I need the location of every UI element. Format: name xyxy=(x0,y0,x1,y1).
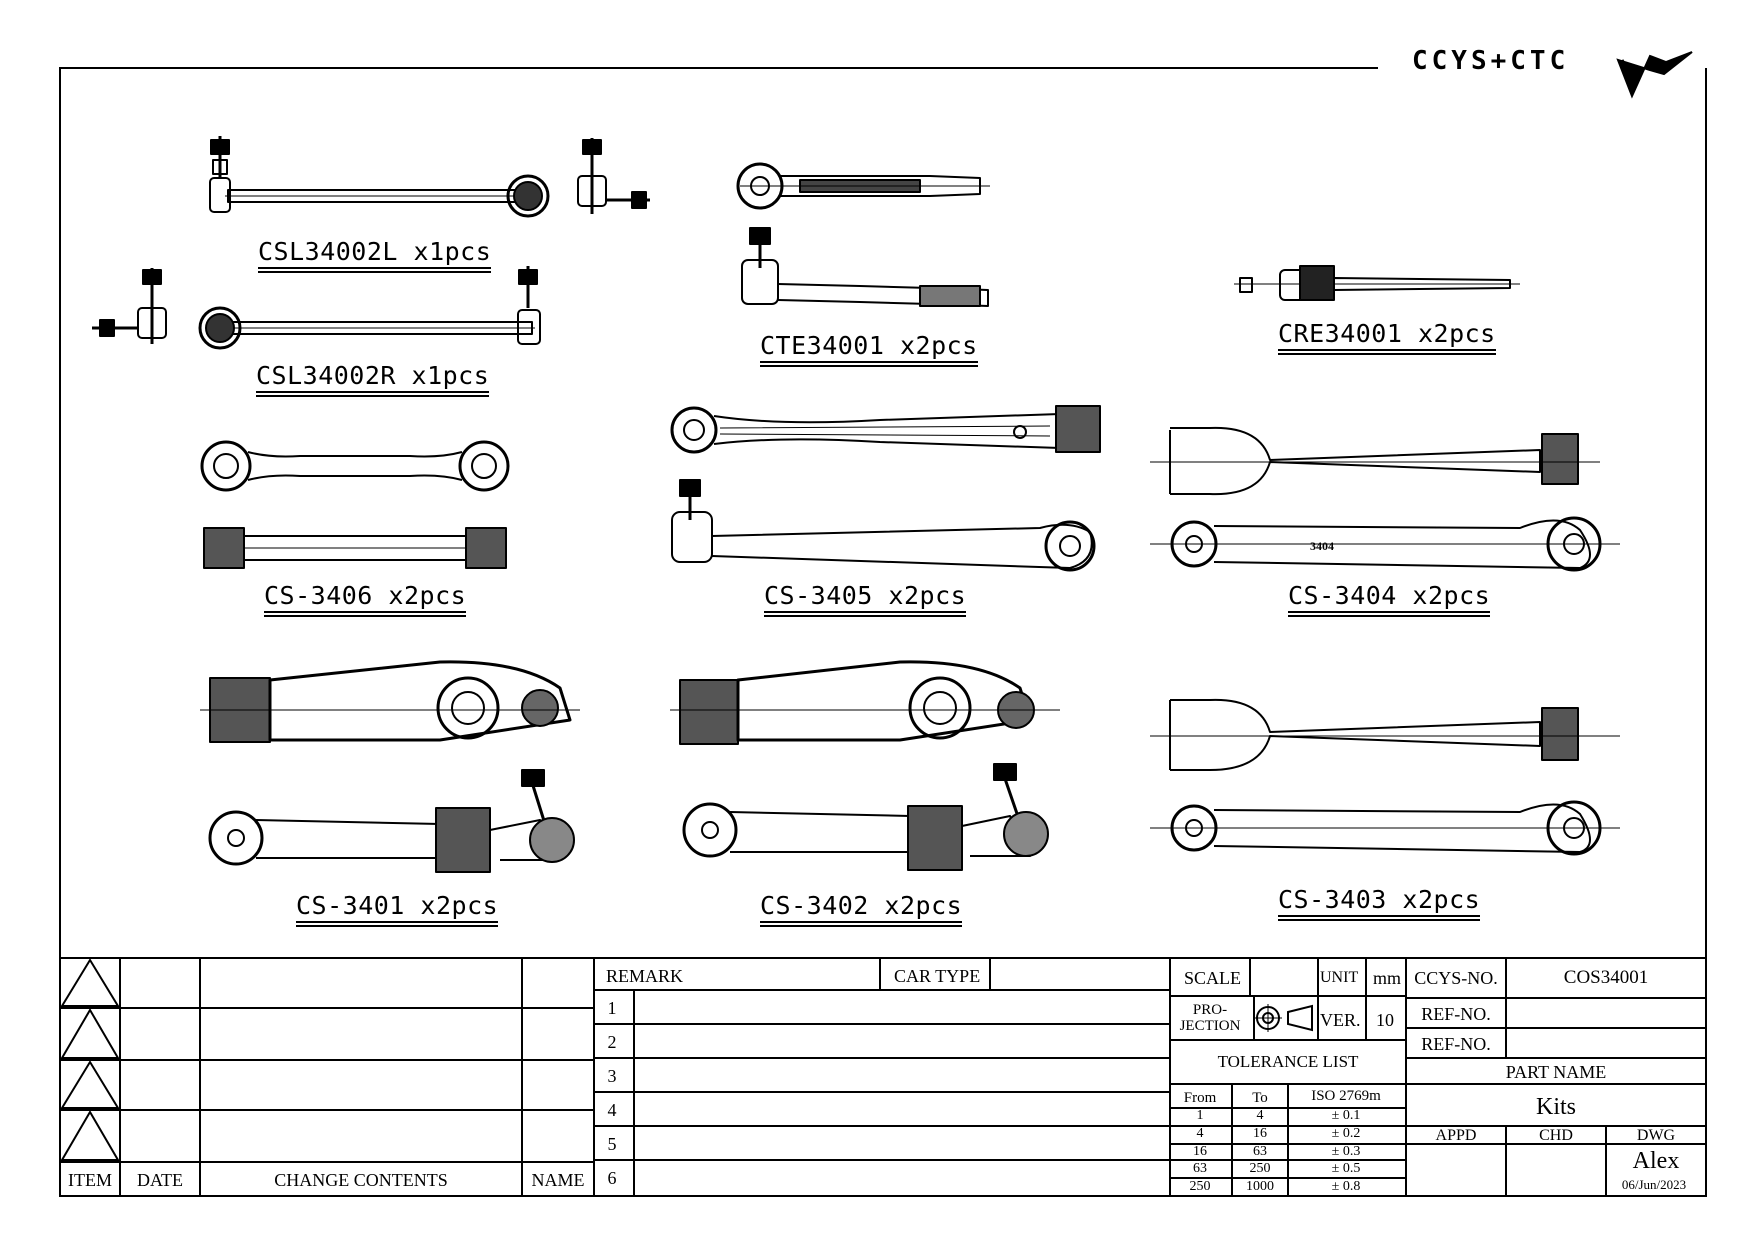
tol-row-4-from: 63 xyxy=(1193,1161,1207,1176)
company-logo: CCYS+CTC xyxy=(1412,46,1570,76)
tie-rod-end-drawing xyxy=(738,164,990,306)
arm-3402-drawing xyxy=(670,662,1060,870)
remark-row-1: 1 xyxy=(607,998,617,1018)
tol-row-3-from: 16 xyxy=(1193,1144,1207,1159)
rev-header-change-contents: CHANGE CONTENTS xyxy=(274,1170,448,1190)
remark-row-5: 5 xyxy=(607,1134,617,1154)
remark-row-6: 6 xyxy=(607,1168,617,1188)
dwg-label: DWG xyxy=(1636,1127,1676,1144)
ref-no-label-2: REF-NO. xyxy=(1421,1034,1491,1054)
rev-header-name: NAME xyxy=(531,1170,585,1190)
ccys-no-value: COS34001 xyxy=(1563,967,1649,988)
tol-header-iso: ISO 2769m xyxy=(1311,1088,1381,1104)
arm-3403-drawing xyxy=(1150,700,1620,854)
tol-header-from: From xyxy=(1183,1090,1217,1106)
part-label-cte34001: CTE34001 x2pcs xyxy=(760,332,978,363)
ccys-no-label: CCYS-NO. xyxy=(1414,968,1498,988)
tol-row-3-to: 63 xyxy=(1253,1144,1267,1159)
part-label-cs-3406: CS-3406 x2pcs xyxy=(264,582,466,613)
ref-no-label-1: REF-NO. xyxy=(1421,1004,1491,1024)
rev-header-item: ITEM xyxy=(68,1170,112,1190)
rack-end-drawing xyxy=(1234,266,1520,300)
scale-label: SCALE xyxy=(1184,968,1242,988)
projection-label-2: JECTION xyxy=(1179,1018,1241,1034)
title-block-grid xyxy=(60,958,1706,1196)
arm-3401-drawing xyxy=(200,662,580,872)
chd-label: CHD xyxy=(1539,1127,1573,1144)
tol-row-2-to: 16 xyxy=(1253,1126,1267,1141)
rev-header-date: DATE xyxy=(137,1170,183,1190)
tol-row-5-to: 1000 xyxy=(1246,1179,1274,1194)
part-label-csl34002l: CSL34002L x1pcs xyxy=(258,238,491,269)
drawn-by: Alex xyxy=(1632,1148,1680,1174)
car-type-label: CAR TYPE xyxy=(894,966,981,986)
tol-row-5-from: 250 xyxy=(1189,1179,1211,1194)
remark-row-3: 3 xyxy=(607,1066,617,1086)
tol-row-5-iso: ± 0.8 xyxy=(1331,1179,1361,1194)
part-marking: 3404 xyxy=(1310,539,1334,553)
tol-row-1-iso: ± 0.1 xyxy=(1331,1108,1361,1123)
ver-label: VER. xyxy=(1320,1010,1361,1030)
remark-row-2: 2 xyxy=(607,1032,617,1052)
tol-row-2-from: 4 xyxy=(1196,1126,1204,1141)
stabilizer-link-right-drawing xyxy=(92,266,540,348)
part-label-csl34002r: CSL34002R x1pcs xyxy=(256,362,489,393)
remark-row-4: 4 xyxy=(607,1100,617,1120)
part-label-cs-3405: CS-3405 x2pcs xyxy=(764,582,966,613)
tol-header-to: To xyxy=(1252,1090,1268,1106)
part-name-label: PART NAME xyxy=(1505,1062,1607,1082)
projection-label-1: PRO- xyxy=(1192,1002,1228,1018)
part-label-cre34001: CRE34001 x2pcs xyxy=(1278,320,1496,351)
part-label-cs-3401: CS-3401 x2pcs xyxy=(296,892,498,923)
arm-3404-drawing xyxy=(1150,428,1620,570)
tol-row-4-to: 250 xyxy=(1249,1161,1271,1176)
link-3406-drawing xyxy=(202,442,508,568)
tol-row-2-iso: ± 0.2 xyxy=(1331,1126,1361,1141)
appd-label: APPD xyxy=(1435,1127,1477,1144)
remark-label: REMARK xyxy=(606,966,684,986)
tol-row-1-to: 4 xyxy=(1256,1108,1264,1123)
unit-value: mm xyxy=(1373,968,1402,988)
tol-row-1-from: 1 xyxy=(1196,1108,1204,1123)
tol-row-4-iso: ± 0.5 xyxy=(1331,1161,1361,1176)
unit-label: UNIT xyxy=(1320,969,1359,986)
part-name-value: Kits xyxy=(1535,1094,1577,1120)
arm-3405-drawing xyxy=(672,406,1100,570)
drawing-date: 06/Jun/2023 xyxy=(1621,1177,1687,1192)
part-label-cs-3404: CS-3404 x2pcs xyxy=(1288,582,1490,613)
tol-row-3-iso: ± 0.3 xyxy=(1331,1144,1361,1159)
part-label-cs-3402: CS-3402 x2pcs xyxy=(760,892,962,923)
tolerance-title: TOLERANCE LIST xyxy=(1217,1052,1359,1071)
stabilizer-link-left-drawing xyxy=(210,136,650,216)
ver-value: 10 xyxy=(1376,1010,1394,1030)
part-label-cs-3403: CS-3403 x2pcs xyxy=(1278,886,1480,917)
